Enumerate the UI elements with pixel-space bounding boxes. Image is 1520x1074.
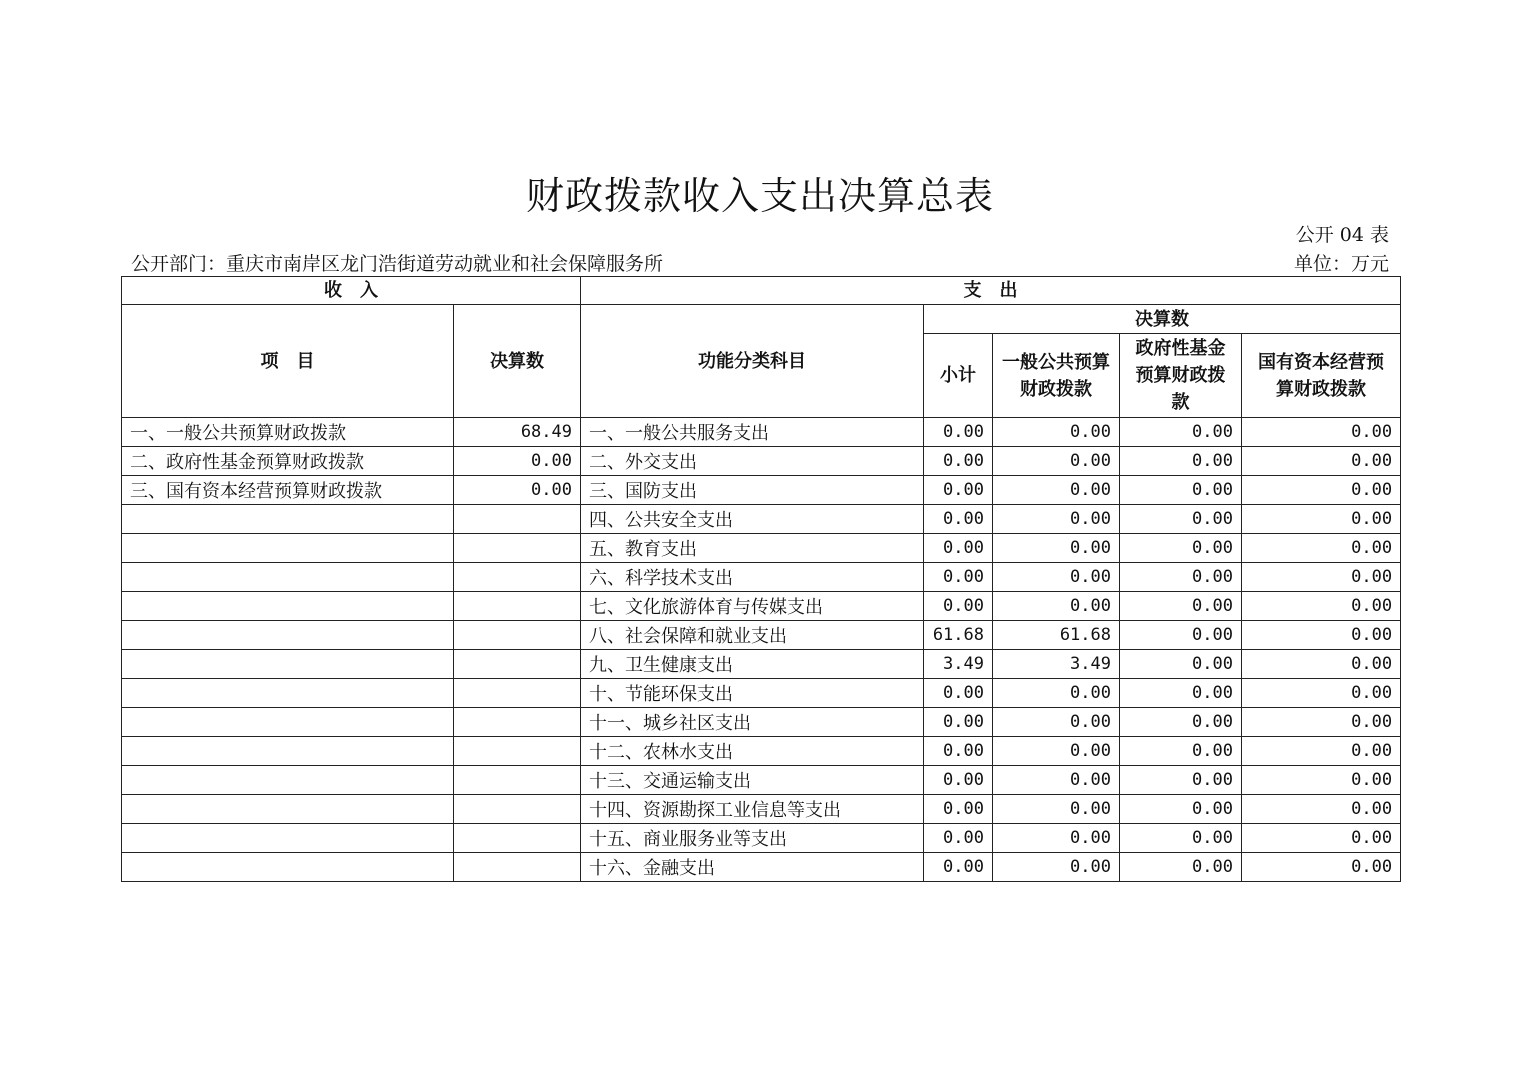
state-capital-cell: 0.00	[1242, 447, 1401, 476]
state-capital-cell: 0.00	[1242, 534, 1401, 563]
general-budget-cell: 0.00	[993, 534, 1120, 563]
income-item-cell	[122, 621, 454, 650]
table-row	[122, 447, 1401, 476]
income-item-cell	[122, 592, 454, 621]
table-row	[122, 679, 1401, 708]
state-capital-cell: 0.00	[1242, 766, 1401, 795]
gov-fund-cell: 0.00	[1120, 708, 1242, 737]
state-capital-cell: 0.00	[1242, 853, 1401, 882]
subtotal-cell: 0.00	[924, 853, 993, 882]
income-amount-cell: 0.00	[454, 447, 581, 476]
general-budget-cell: 0.00	[993, 476, 1120, 505]
income-header: 收 入	[122, 277, 581, 305]
category-cell: 十一、城乡社区支出	[581, 708, 924, 737]
category-cell: 十、节能环保支出	[581, 679, 924, 708]
gov-fund-cell: 0.00	[1120, 679, 1242, 708]
category-cell: 三、国防支出	[581, 476, 924, 505]
state-capital-cell: 0.00	[1242, 708, 1401, 737]
income-item-cell	[122, 505, 454, 534]
income-amount-cell	[454, 592, 581, 621]
income-item-cell: 一、一般公共预算财政拨款	[122, 418, 454, 447]
income-amount-cell	[454, 650, 581, 679]
income-item-cell	[122, 563, 454, 592]
state-capital-cell: 0.00	[1242, 621, 1401, 650]
subtotal-cell: 61.68	[924, 621, 993, 650]
gov-fund-cell: 0.00	[1120, 563, 1242, 592]
subtotal-cell: 3.49	[924, 650, 993, 679]
col-item-header: 项 目	[122, 305, 454, 418]
page-title: 财政拨款收入支出决算总表	[525, 174, 994, 218]
income-amount-cell: 68.49	[454, 418, 581, 447]
income-item-cell	[122, 650, 454, 679]
expense-header: 支 出	[581, 277, 1401, 305]
income-item-cell	[122, 795, 454, 824]
gov-fund-cell: 0.00	[1120, 737, 1242, 766]
table-row	[122, 795, 1401, 824]
table-row	[122, 737, 1401, 766]
col-amount-header: 决算数	[454, 305, 581, 418]
subtotal-cell: 0.00	[924, 447, 993, 476]
table-row	[122, 853, 1401, 882]
income-amount-cell: 0.00	[454, 476, 581, 505]
general-budget-cell: 0.00	[993, 824, 1120, 853]
subtotal-cell: 0.00	[924, 708, 993, 737]
fiscal-summary-table	[121, 276, 1401, 882]
state-capital-cell: 0.00	[1242, 650, 1401, 679]
category-cell: 一、一般公共服务支出	[581, 418, 924, 447]
table-row	[122, 824, 1401, 853]
category-cell: 七、文化旅游体育与传媒支出	[581, 592, 924, 621]
table-row	[122, 621, 1401, 650]
table-row	[122, 534, 1401, 563]
income-amount-cell	[454, 534, 581, 563]
general-budget-cell: 0.00	[993, 505, 1120, 534]
gov-fund-cell: 0.00	[1120, 418, 1242, 447]
general-budget-cell: 0.00	[993, 766, 1120, 795]
col-general-header: 一般公共预算财政拨款	[993, 334, 1120, 418]
subtotal-cell: 0.00	[924, 534, 993, 563]
category-cell: 六、科学技术支出	[581, 563, 924, 592]
gov-fund-cell: 0.00	[1120, 824, 1242, 853]
category-cell: 十六、金融支出	[581, 853, 924, 882]
form-number: 公开 04 表	[1295, 224, 1389, 246]
general-budget-cell: 0.00	[993, 592, 1120, 621]
gov-fund-cell: 0.00	[1120, 505, 1242, 534]
category-cell: 十二、农林水支出	[581, 737, 924, 766]
general-budget-cell: 0.00	[993, 853, 1120, 882]
state-capital-cell: 0.00	[1242, 795, 1401, 824]
state-capital-cell: 0.00	[1242, 476, 1401, 505]
gov-fund-cell: 0.00	[1120, 853, 1242, 882]
subtotal-cell: 0.00	[924, 679, 993, 708]
general-budget-cell: 61.68	[993, 621, 1120, 650]
gov-fund-cell: 0.00	[1120, 534, 1242, 563]
col-subtotal-header: 小计	[924, 334, 993, 418]
category-cell: 二、外交支出	[581, 447, 924, 476]
table-row	[122, 563, 1401, 592]
category-cell: 八、社会保障和就业支出	[581, 621, 924, 650]
income-amount-cell	[454, 563, 581, 592]
table-row	[122, 592, 1401, 621]
general-budget-cell: 3.49	[993, 650, 1120, 679]
income-amount-cell	[454, 853, 581, 882]
col-state-capital-header: 国有资本经营预算财政拨款	[1242, 334, 1401, 418]
income-item-cell: 二、政府性基金预算财政拨款	[122, 447, 454, 476]
category-cell: 五、教育支出	[581, 534, 924, 563]
table-row	[122, 418, 1401, 447]
general-budget-cell: 0.00	[993, 708, 1120, 737]
income-amount-cell	[454, 824, 581, 853]
state-capital-cell: 0.00	[1242, 563, 1401, 592]
income-item-cell	[122, 679, 454, 708]
state-capital-cell: 0.00	[1242, 824, 1401, 853]
table-row	[122, 766, 1401, 795]
category-cell: 十五、商业服务业等支出	[581, 824, 924, 853]
subtotal-cell: 0.00	[924, 824, 993, 853]
income-item-cell	[122, 824, 454, 853]
table-row	[122, 650, 1401, 679]
state-capital-cell: 0.00	[1242, 592, 1401, 621]
general-budget-cell: 0.00	[993, 737, 1120, 766]
state-capital-cell: 0.00	[1242, 679, 1401, 708]
general-budget-cell: 0.00	[993, 418, 1120, 447]
table-row	[122, 708, 1401, 737]
subtotal-cell: 0.00	[924, 476, 993, 505]
income-item-cell	[122, 737, 454, 766]
income-item-cell	[122, 534, 454, 563]
general-budget-cell: 0.00	[993, 679, 1120, 708]
gov-fund-cell: 0.00	[1120, 447, 1242, 476]
income-amount-cell	[454, 766, 581, 795]
state-capital-cell: 0.00	[1242, 418, 1401, 447]
subtotal-cell: 0.00	[924, 795, 993, 824]
col-gov-fund-header: 政府性基金预算财政拨款	[1120, 334, 1242, 418]
income-amount-cell	[454, 737, 581, 766]
gov-fund-cell: 0.00	[1120, 766, 1242, 795]
income-item-cell: 三、国有资本经营预算财政拨款	[122, 476, 454, 505]
income-amount-cell	[454, 708, 581, 737]
gov-fund-cell: 0.00	[1120, 650, 1242, 679]
subtotal-cell: 0.00	[924, 766, 993, 795]
col-category-header: 功能分类科目	[581, 305, 924, 418]
general-budget-cell: 0.00	[993, 795, 1120, 824]
table-row	[122, 476, 1401, 505]
income-amount-cell	[454, 621, 581, 650]
income-amount-cell	[454, 505, 581, 534]
income-item-cell	[122, 766, 454, 795]
income-item-cell	[122, 853, 454, 882]
gov-fund-cell: 0.00	[1120, 476, 1242, 505]
income-amount-cell	[454, 795, 581, 824]
subtotal-cell: 0.00	[924, 563, 993, 592]
table-row	[122, 505, 1401, 534]
general-budget-cell: 0.00	[993, 563, 1120, 592]
category-cell: 四、公共安全支出	[581, 505, 924, 534]
income-amount-cell	[454, 679, 581, 708]
gov-fund-cell: 0.00	[1120, 621, 1242, 650]
general-budget-cell: 0.00	[993, 447, 1120, 476]
gov-fund-cell: 0.00	[1120, 795, 1242, 824]
state-capital-cell: 0.00	[1242, 737, 1401, 766]
subtotal-cell: 0.00	[924, 592, 993, 621]
unit-label: 单位：万元	[1293, 253, 1389, 275]
col-final-group-header: 决算数	[924, 305, 1401, 334]
gov-fund-cell: 0.00	[1120, 592, 1242, 621]
subtotal-cell: 0.00	[924, 418, 993, 447]
category-cell: 十三、交通运输支出	[581, 766, 924, 795]
category-cell: 九、卫生健康支出	[581, 650, 924, 679]
subtotal-cell: 0.00	[924, 737, 993, 766]
category-cell: 十四、资源勘探工业信息等支出	[581, 795, 924, 824]
state-capital-cell: 0.00	[1242, 505, 1401, 534]
subtotal-cell: 0.00	[924, 505, 993, 534]
income-item-cell	[122, 708, 454, 737]
department-label: 公开部门：重庆市南岸区龙门浩街道劳动就业和社会保障服务所	[131, 253, 664, 275]
